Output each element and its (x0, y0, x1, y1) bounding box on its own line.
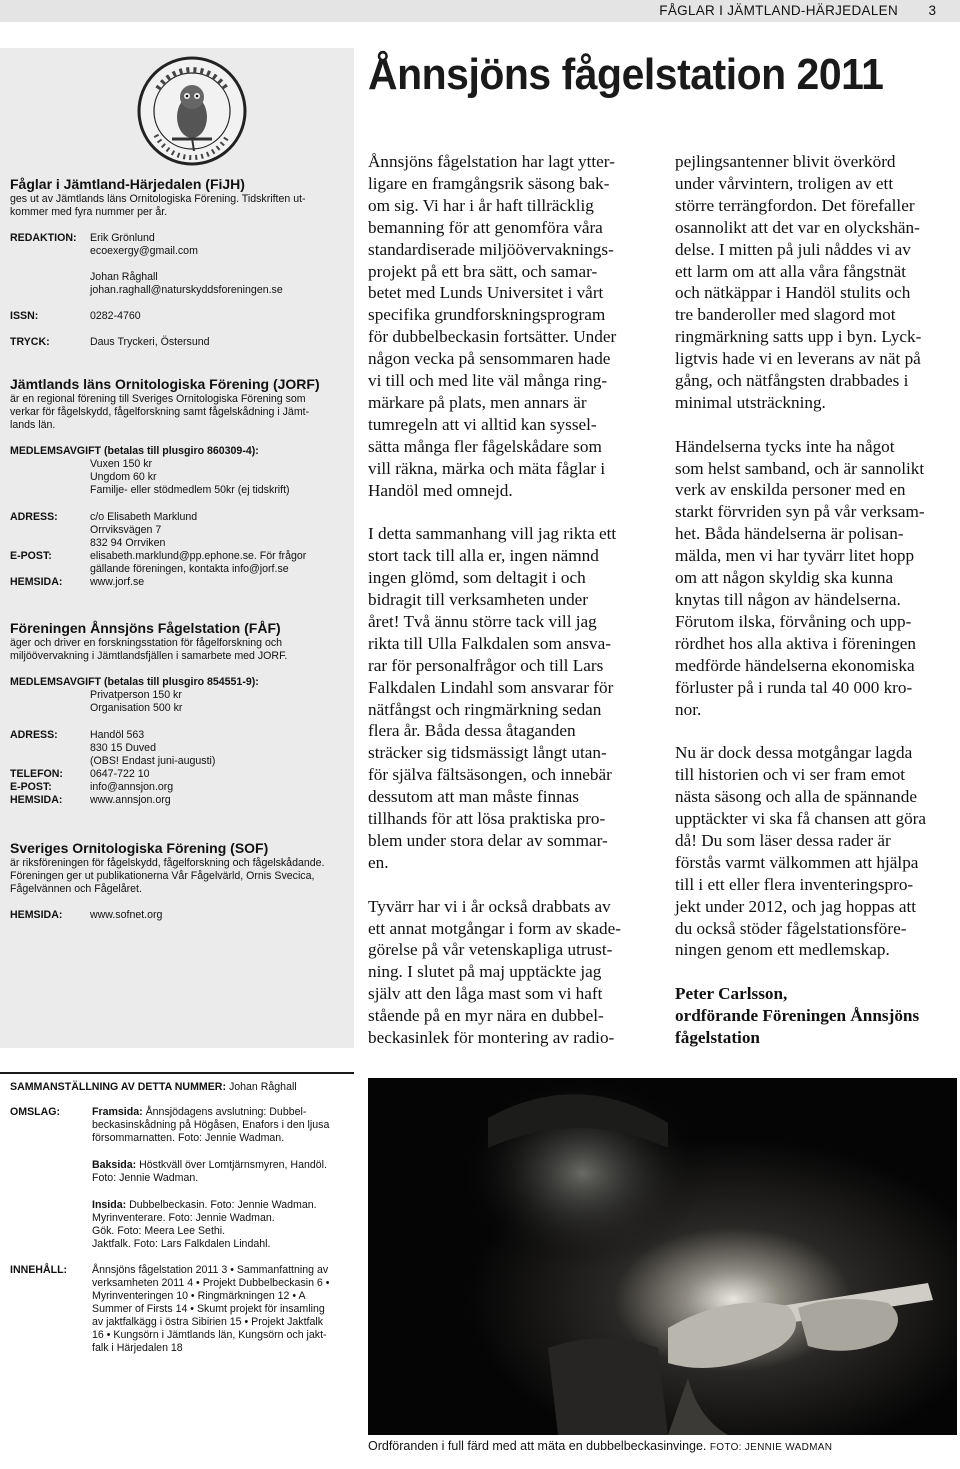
article-paragraph (675, 436, 955, 721)
faf-email: info@annsjon.org (90, 781, 174, 793)
signature-line: fågelstation (675, 1027, 760, 1047)
article-line: bemanning för att genomföra våra (368, 217, 603, 237)
toc-line: verksamheten 2011 4 • Projekt Dubbelbeckasin 6 • (92, 1277, 330, 1289)
article-line: upptäckter vi ska få chansen att göra (675, 808, 927, 828)
article-line: ligtvis hade vi en leverans av nät på (675, 349, 921, 369)
article-line: rikta till Ulla Falkdalen som ansva- (368, 633, 611, 653)
article-line: dessutom att man måste finnas (368, 787, 579, 807)
faf-desc-line: miljöövervakning i Jämtlandsfjällen i samarbete med JORF. (10, 650, 288, 662)
article-line: betet med Lunds Universitet i vårt (368, 283, 604, 303)
inside-label: Insida: (92, 1199, 127, 1211)
jorf-adress-label: ADRESS: (10, 511, 58, 523)
article-line: ringmärkning satts upp i byn. Lyck- (675, 327, 922, 347)
signature-line: Peter Carlsson, (675, 984, 788, 1004)
innehall-label: INNEHÅLL: (10, 1264, 68, 1276)
article-line: sätta många fler fågelskådare som (368, 436, 602, 456)
photo-caption (368, 1439, 832, 1453)
article-line: Ånnsjöns fågelstation har lagt ytter- (368, 152, 615, 171)
article-line: knytas till någon av händelserna. (675, 590, 901, 610)
page-number: 3 (928, 3, 936, 18)
article-signature (675, 983, 955, 1049)
back-text: Höstkväll över Lomtjärnsmyren, Handöl. (139, 1159, 327, 1171)
cover-back-line (92, 1159, 327, 1172)
night-photo-image (368, 1078, 957, 1435)
faf-fee-line: Organisation 500 kr (90, 702, 183, 714)
article-line: Händelserna tycks inte ha något (675, 436, 895, 456)
magazine-title: Fåglar i Jämtland-Härjedalen (FiJH) (10, 176, 245, 192)
article-line: flera år. Båda dessa åtaganden (368, 721, 576, 741)
article-line: ett larm om att alla våra fångstnät (675, 261, 906, 281)
issn-label: ISSN: (10, 310, 39, 322)
jorf-fee-line: Vuxen 150 kr (90, 458, 153, 470)
sof-heading: Sveriges Ornitologiska Förening (SOF) (10, 840, 269, 856)
article-line: pejlingsantenner blivit överkörd (675, 152, 896, 171)
article-line: jekt under 2012, och jag hoppas att (675, 896, 917, 916)
jorf-adress-line: Orrviksvägen 7 (90, 524, 162, 536)
article-line: till historien och vi ser fram emot (675, 765, 906, 785)
sof-desc-line: Fågelvännen och Fågelåret. (10, 883, 142, 895)
editor-email: ecoexergy@gmail.com (90, 245, 198, 257)
jorf-epost-line: gällande föreningen, kontakta info@jorf.se (90, 563, 289, 575)
article-line: vi till och med lite väl många ring- (368, 371, 608, 391)
article-line: Nu är dock dessa motgångar lagda (675, 743, 913, 763)
jorf-desc-line: verkar för fågelskydd, fågelforskning samt fågelskådning i Jämt- (10, 406, 310, 418)
compiled-by (10, 1081, 297, 1094)
magazine-desc-line: ges ut av Jämtlands läns Ornitologiska Förening. Tidskriften ut- (10, 193, 306, 205)
article-line: större terrängfordon. Det förefaller (675, 195, 915, 215)
article-line: nätfångst och ringmärkning sedan (368, 699, 602, 719)
toc-line: av jaktfalkägg i östra Sibirien 15 • Projekt Jaktfalk (92, 1316, 323, 1328)
article-line: standardiserade miljöövervaknings- (368, 239, 614, 259)
article-line: stort tack till alla er, ingen nämnd (368, 546, 599, 566)
article-line: beckasinlek för montering av radio- (368, 1028, 615, 1048)
magazine-desc-line: kommer med fyra nummer per år. (10, 206, 168, 218)
editor-name: Erik Grönlund (90, 232, 155, 244)
article-line: tillhands för att lösa praktiska pro- (368, 809, 606, 829)
article-line: delse. I mitten på juli nåddes vi av (675, 239, 911, 259)
tryck-label: TRYCK: (10, 336, 50, 348)
article-column-left (368, 151, 648, 1049)
article-paragraph (368, 151, 648, 502)
issn-value: 0282-4760 (90, 310, 141, 322)
article-column-right (675, 151, 955, 1049)
faf-telefon-label: TELEFON: (10, 768, 63, 780)
sof-desc-line: Föreningen ger ut publikationerna Vår Fågelvärld, Ornis Svecica, (10, 870, 315, 882)
faf-fee-heading: MEDLEMSAVGIFT (betalas till plusgiro 854551-9): (10, 676, 259, 688)
article-line: om att någon skyldig ska kunna (675, 568, 894, 588)
running-header-section: FÅGLAR I JÄMTLAND-HÄRJEDALEN (659, 3, 898, 18)
article-line: för dubbelbeckasin fortsätter. Under (368, 327, 617, 347)
article-line: specifika grundforskningsprogram (368, 305, 606, 325)
article-line: ett annat motgångar i form av skade- (368, 918, 621, 938)
article-line: starkt förvriden syn på vår verksam- (675, 502, 925, 522)
article-line: ning. I slutet på maj upptäckte jag (368, 962, 602, 982)
faf-adress-line: 830 15 Duved (90, 742, 156, 754)
article-line: en. (368, 852, 389, 872)
article-line: till i ett eller flera inventeringspro- (675, 874, 914, 894)
article-line: Tyvärr har vi i år också drabbats av (368, 896, 611, 916)
jorf-epost-label: E-POST: (10, 550, 52, 562)
inside-text: Dubbelbeckasin. Foto: Jennie Wadman. (129, 1199, 317, 1211)
faf-website-link[interactable]: www.annsjon.org (90, 794, 171, 806)
article-line: minimal utsträckning. (675, 392, 826, 412)
front-text: Ånnsjödagens avslutning: Dubbel- (145, 1106, 307, 1118)
page-title: Ånnsjöns fågelstation 2011 (368, 50, 884, 99)
signature-line: ordförande Föreningen Ånnsjöns (675, 1006, 920, 1026)
article-line: ingen glömd, som deltagit i och (368, 568, 586, 588)
article-line: tumregeln att vi alltid kan syssel- (368, 414, 597, 434)
sof-website-link[interactable]: www.sofnet.org (90, 909, 163, 921)
article-line: projekt på ett bra sätt, och samar- (368, 261, 598, 281)
jorf-heading: Jämtlands läns Ornitologiska Förening (JORF) (10, 376, 320, 392)
faf-fee-line: Privatperson 150 kr (90, 689, 182, 701)
jorf-fee-line: Familje- eller stödmedlem 50kr (ej tidskrift) (90, 484, 290, 496)
compiled-label: SAMMANSTÄLLNING AV DETTA NUMMER: (10, 1081, 226, 1093)
article-paragraph (368, 523, 648, 874)
article-line: ligare en framgångsrik säsong bak- (368, 173, 610, 193)
article-line: ningen genom ett medlemskap. (675, 940, 890, 960)
jorf-epost-line: elisabeth.marklund@pp.ephone.se. För frågor (90, 550, 307, 562)
credits-divider (0, 1072, 354, 1074)
tryck-value: Daus Tryckeri, Östersund (90, 336, 210, 348)
sof-desc-line: är riksföreningen för fågelskydd, fågelforskning och fågelskådande. (10, 857, 325, 869)
jorf-hemsida-label: HEMSIDA: (10, 576, 63, 588)
article-line: förluster på i runda tal 40 000 kro- (675, 677, 913, 697)
article-line: nästa säsong och alla de spännande (675, 787, 917, 807)
cover-back-line: Foto: Jennie Wadman. (92, 1172, 199, 1184)
article-line: rar för personalfrågor och till Lars (368, 655, 604, 675)
toc-line: falk i Härjedalen 18 (92, 1342, 183, 1354)
article-line: nor. (675, 699, 702, 719)
faf-hemsida-label: HEMSIDA: (10, 794, 63, 806)
jorf-fee-heading: MEDLEMSAVGIFT (betalas till plusgiro 860309-4): (10, 445, 259, 457)
article-line: Falkdalen Lindahl som ansvarar för (368, 677, 614, 697)
article-line: förstås varmt välkommen att hjälpa (675, 852, 919, 872)
compiled-name: Johan Råghall (228, 1081, 297, 1093)
cover-inside-line (92, 1199, 317, 1212)
jorf-logo-icon (136, 55, 248, 167)
jorf-desc-line: är en regional förening till Sveriges Ornitologiska Förening som (10, 393, 306, 405)
faf-adress-line: Handöl 563 (90, 729, 145, 741)
article-line: för själva fältsäsongen, och innebär (368, 765, 612, 785)
article-line: mälda, men vi har tyvärr litet hopp (675, 546, 915, 566)
sof-hemsida-label: HEMSIDA: (10, 909, 63, 921)
article-line: Förutom ilska, förvåning och upp- (675, 611, 912, 631)
article-line: och nätkäppar i Handöl stulits och (675, 283, 911, 303)
toc-line: Myrinventeringen 10 • Ringmärkningen 12 • A (92, 1290, 306, 1302)
jorf-fee-line: Ungdom 60 kr (90, 471, 157, 483)
toc-line: Summer of Firsts 14 • Skumt projekt för insamling (92, 1303, 325, 1315)
redaktion-label: REDAKTION: (10, 232, 77, 244)
article-paragraph (675, 742, 955, 961)
article-line: själv att den låga mast som vi haft (368, 984, 603, 1004)
article-line: görelse på vår vetenskapliga utrust- (368, 940, 613, 960)
jorf-desc-line: lands län. (10, 419, 56, 431)
article-line: blem under stora delar av sommar- (368, 830, 608, 850)
article-line: medförde händelserna ekonomiska (675, 655, 915, 675)
article-line: som helst samband, och är sannolikt (675, 458, 925, 478)
article-line: du också stöder fågelstationsföre- (675, 918, 907, 938)
article-line: rördhet hos alla aktiva i föreningen (675, 633, 917, 653)
article-line: märkare på plats, men annars är (368, 392, 587, 412)
faf-telefon: 0647-722 10 (90, 768, 150, 780)
toc-line: Ånnsjöns fågelstation 2011 3 • Sammanfattning av (92, 1264, 329, 1276)
article-line: vill räkna, märka och mäta fåglar i (368, 458, 606, 478)
article-line: tre banderoller med slagord mot (675, 305, 896, 325)
article-line: verk av enskilda personer med en (675, 480, 906, 500)
omslag-label: OMSLAG: (10, 1106, 61, 1118)
article-paragraph (368, 896, 648, 1049)
cover-inside-line: Myrinventerare. Foto: Jennie Wadman. (92, 1212, 275, 1224)
editor-email: johan.raghall@naturskyddsforeningen.se (90, 284, 283, 296)
article-line: då! Du som läser dessa rader är (675, 830, 891, 850)
article-line: under vårvintern, troligen av ett (675, 173, 894, 193)
article-line: året! Två ännu större tack vill jag (368, 611, 597, 631)
faf-epost-label: E-POST: (10, 781, 52, 793)
faf-desc-line: äger och driver en forskningsstation för fågelforskning och (10, 637, 283, 649)
photo-credit: FOTO: JENNIE WADMAN (709, 1442, 833, 1453)
jorf-adress-line: 832 94 Orrviken (90, 537, 166, 549)
faf-heading: Föreningen Ånnsjöns Fågelstation (FÅF) (10, 620, 281, 636)
editor-name: Johan Råghall (90, 271, 158, 283)
front-label: Framsida: (92, 1106, 143, 1118)
jorf-adress-line: c/o Elisabeth Marklund (90, 511, 198, 523)
cover-front-line (92, 1106, 306, 1119)
cover-inside-line: Jaktfalk. Foto: Lars Falkdalen Lindahl. (92, 1238, 271, 1250)
article-line: Handöl med omnejd. (368, 480, 513, 500)
caption-text: Ordföranden i full färd med att mäta en dubbelbeckasinvinge. (368, 1439, 707, 1453)
article-line: stående på en myr nära en dubbel- (368, 1006, 604, 1026)
article-line: sträcker sig tidsmässigt långt utan- (368, 743, 607, 763)
cover-inside-line: Gök. Foto: Meera Lee Sethi. (92, 1225, 226, 1237)
back-label: Baksida: (92, 1159, 137, 1171)
article-line: I detta sammanhang vill jag rikta ett (368, 524, 617, 544)
jorf-website-link[interactable]: www.jorf.se (90, 576, 145, 588)
toc-line: 16 • Kungsörn i Jämtlands län, Kungsörn och jakt- (92, 1329, 327, 1341)
article-line: gång, och nätfångsten drabbades i (675, 371, 909, 391)
faf-adress-label: ADRESS: (10, 729, 58, 741)
article-line: någon vecka på sensommaren hade (368, 349, 611, 369)
cover-front-line: beckasinskådning på Högåsen, Enafors i den ljusa (92, 1119, 330, 1131)
article-paragraph (675, 151, 955, 414)
article-line: om sig. Vi har i år haft tillräcklig (368, 195, 594, 215)
faf-adress-line: (OBS! Endast juni-augusti) (90, 755, 216, 767)
article-line: het. Båda händelserna är polisan- (675, 524, 904, 544)
article-line: bidragit till verksamheten under (368, 590, 589, 610)
article-line: osannolikt att det var en olyckshän- (675, 217, 920, 237)
cover-front-line: försommarnatten. Foto: Jennie Wadman. (92, 1132, 285, 1144)
